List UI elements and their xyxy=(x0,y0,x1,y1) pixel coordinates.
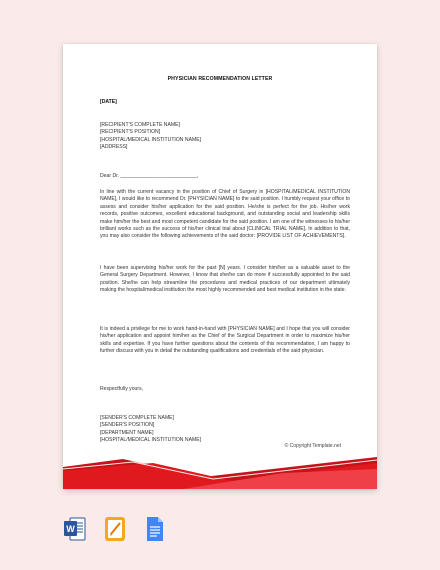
sender-block xyxy=(100,415,350,445)
paragraph-2: I have been supervising his/her work for the past [N] years. I consider him/her as a valuable asset to the General Surgery Department. However, I know that she/he can do more if successfully appointed to the said position. She/he can help streamline the procedures and medical practices of our department ultimately making the hospital/medical institution the most highly recommended and best medical institution in the state. xyxy=(100,265,350,294)
recipient-block xyxy=(100,122,350,152)
pages-icon[interactable] xyxy=(104,516,126,542)
letter-date: [DATE] xyxy=(100,99,117,105)
salutation: Dear Dr. ___________________________, xyxy=(100,173,199,179)
recipient-name: [RECIPIENT'S COMPLETE NAME] xyxy=(100,122,180,128)
paragraph-1: In line with the current vacancy in the position of Chief of Surgery in [HOSPITAL/MEDICAL INSTITUTION NAME], I would like to recommend Dr. [PHYSICIAN NAME] to the said position. I humbly request your office to assess and consider his/her application for the said position. He/she is perfect for the job. His/her work records, positive outcomes, excellent educational background, and outstanding social and leadership skills make him/her the best and most competent candidate for the said position. I am one of the witnesses to his/her brilliant works such as the success of his/her clinical trial about [CLINICAL TRIAL NAME]. In addition to that, you may also consider the following achievements of the said doctor: [PROVIDE LIST OF ACHIEVEMENTS]. xyxy=(100,189,351,240)
recipient-institution: [HOSPITAL/MEDICAL INSTITUTION NAME] xyxy=(100,136,202,143)
svg-text:W: W xyxy=(66,524,75,534)
paragraph-3: It is indeed a privilege for me to work hand-in-hand with [PHYSICIAN NAME] and I hope that you will consider his/her application and appoint him/her as the Chief of the Surgical Department in order to maximize his/her skills and expertise. If you have further questions about the contents of this recommendation, I am happy to further discuss with you in detail the outstanding qualifications and credentials of the said physician. xyxy=(100,326,350,355)
sender-department: [DEPARTMENT NAME] xyxy=(100,429,154,436)
recipient-position: [RECIPIENT'S POSITION] xyxy=(100,129,161,136)
letter-title: PHYSICIAN RECOMMENDATION LETTER xyxy=(167,76,273,82)
copyright-text: © Copyright Template.net xyxy=(284,443,341,449)
sender-name: [SENDER'S COMPLETE NAME] xyxy=(100,415,174,421)
sender-position: [SENDER'S POSITION] xyxy=(100,422,155,429)
google-docs-icon[interactable] xyxy=(144,516,166,542)
letter-document xyxy=(63,44,377,489)
recipient-address: [ADDRESS] xyxy=(100,144,128,151)
closing: Respectfully yours, xyxy=(100,386,144,392)
red-wave-decoration xyxy=(63,449,377,489)
word-icon[interactable] xyxy=(64,516,86,542)
sender-institution: [HOSPITAL/MEDICAL INSTITUTION NAME] xyxy=(100,437,202,444)
